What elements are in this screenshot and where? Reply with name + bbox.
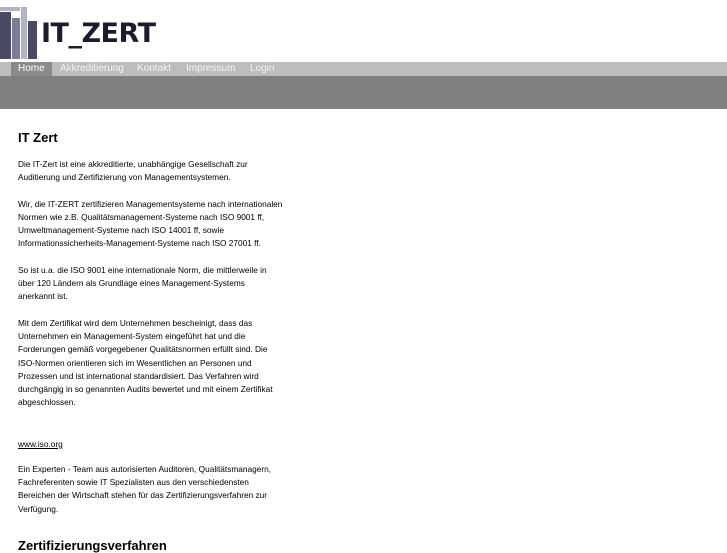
- nav-item-login[interactable]: Login: [250, 63, 275, 74]
- site-logo[interactable]: [0, 7, 160, 59]
- header-band: [0, 76, 727, 109]
- intro-paragraph: Die IT-Zert ist eine akkreditierte, unabhängige Gesellschaft zur Auditierung und Zertifizierung von Managementsystemen.: [18, 159, 248, 183]
- standards-paragraph: Wir, die IT-ZERT zertifizieren Managementsysteme nach internationalen Normen wie z.B. Qualitätsmanagement-Systeme nach ISO 9001 ff, Umweltmanagement-Systeme nach ISO 14001 ff, sowie Informationssicherheits-Management-Systeme nach ISO 27001 ff.: [18, 198, 283, 249]
- nav-item-impressum[interactable]: Impressum: [186, 63, 236, 74]
- main-nav: [0, 62, 727, 76]
- team-paragraph: Ein Experten - Team aus autorisierten Auditoren, Qualitätsmanagern, Fachreferenten sowie IT Spezialisten aus den verschiedensten Bereichen der Wirtschaft stehen für das Zertifizierungsverfahren zur Verfügung.: [18, 463, 272, 514]
- certificate-paragraph: Mit dem Zertifikat wird dem Unternehmen bescheinigt, dass das Unternehmen ein Management-System eingeführt hat und die Forderungen gemäß vorgegebener Qualitätsnormen erfüllt sind. Die ISO-Normen orientieren sich im Wesentlichen an Personen und Prozessen und ist international standardisiert. Das Verfahren wird durchgängig in so genannten Audits bewertet und mit einem Zertifikat abgeschlossen.: [18, 317, 273, 408]
- nav-item-akkreditierung[interactable]: Akkreditierung: [60, 63, 124, 74]
- logo-text: IT_ZERT: [41, 18, 156, 49]
- nav-item-home[interactable]: Home: [11, 62, 52, 76]
- nav-item-kontakt[interactable]: Kontakt: [137, 63, 171, 74]
- iso-link[interactable]: www.iso.org: [18, 438, 63, 449]
- header: [0, 0, 727, 62]
- iso9001-paragraph: So ist u.a. die ISO 9001 eine internationale Norm, die mittlerweile in über 120 Ländern als Grundlage eines Management-Systems anerkannt ist.: [18, 264, 267, 302]
- main-content: [18, 130, 318, 516]
- page-title: IT Zert: [18, 130, 58, 145]
- section-heading-clipped: Zertifizierungsverfahren: [18, 538, 167, 553]
- logo-mark-icon: [0, 7, 38, 59]
